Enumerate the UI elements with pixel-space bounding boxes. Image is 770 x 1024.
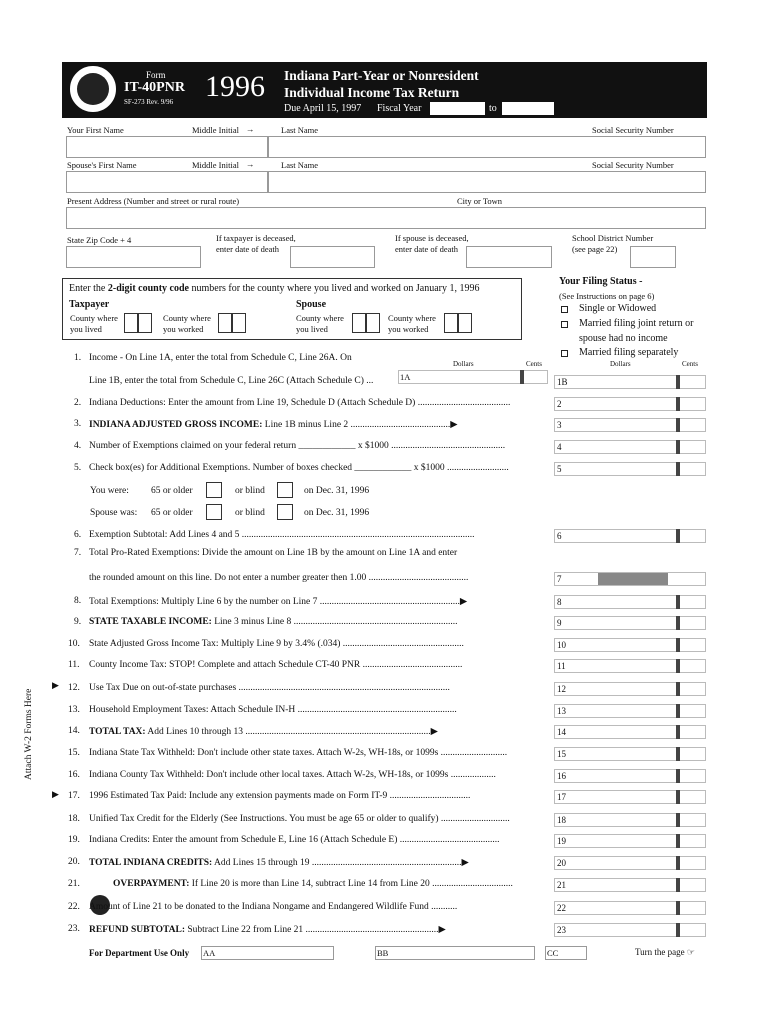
tax-year: 1996 xyxy=(205,70,265,103)
dept-use-label: For Department Use Only xyxy=(89,948,190,958)
line-3-box-number: 3 xyxy=(554,418,568,432)
line-14-box-number: 14 xyxy=(554,725,568,739)
spouse-death-date-input[interactable] xyxy=(466,246,552,268)
line-21-number: 21. xyxy=(68,879,80,889)
taxpayer-county-worked-digit1[interactable] xyxy=(218,313,232,333)
cents-divider xyxy=(676,813,680,827)
cents-divider xyxy=(676,704,680,718)
spouse-ssn-label: Social Security Number xyxy=(592,160,674,170)
arrow-down-icon: → xyxy=(246,159,255,169)
cents-divider xyxy=(676,769,680,783)
spouse-last-name-label: Last Name xyxy=(281,160,319,170)
line-6-text: Exemption Subtotal: Add Lines 4 and 5 .................................................................................................. xyxy=(89,530,475,540)
line-10-number: 10. xyxy=(68,639,80,649)
you-blind-checkbox[interactable] xyxy=(277,482,293,498)
spouse-county-worked-digit2[interactable] xyxy=(458,313,472,333)
cents-divider xyxy=(676,834,680,848)
spouse-county-worked-digit1[interactable] xyxy=(444,313,458,333)
line-12-box-number: 12 xyxy=(554,682,568,696)
line-16-amount-input[interactable] xyxy=(568,769,706,783)
line-11-amount-input[interactable] xyxy=(568,659,706,673)
line-19-box-number: 19 xyxy=(554,834,568,848)
line-12-amount-input[interactable] xyxy=(568,682,706,696)
joint-label-cont: spouse had no income xyxy=(579,333,668,344)
line-8-number: 8. xyxy=(74,596,82,606)
line-21-text: OVERPAYMENT: If Line 20 is more than Line 14, subtract Line 14 from Line 20 .................................. xyxy=(113,879,513,889)
cents-header: Cents xyxy=(682,360,698,368)
line-3-amount-input[interactable] xyxy=(568,418,706,432)
line-3-text: INDIANA ADJUSTED GROSS INCOME: Line 1B minus Line 2 ..........................................▶ xyxy=(89,420,458,430)
line-1-text: Income - On Line 1A, enter the total from Schedule C, Line 26A. On xyxy=(89,353,352,363)
line-17-text: 1996 Estimated Tax Paid: Include any extension payments made on Form IT-9 .................................. xyxy=(89,791,471,801)
line-21-amount-input[interactable] xyxy=(568,878,706,892)
arrow-right-icon: ▶ xyxy=(52,789,59,799)
cents-divider xyxy=(676,418,680,432)
dept-bb-field xyxy=(375,946,535,960)
taxpayer-county-lived-digit1[interactable] xyxy=(124,313,138,333)
line-5-text: Check box(es) for Additional Exemptions. Number of boxes checked ____________ x $1000 .......................... xyxy=(89,463,509,473)
line-7-number: 7. xyxy=(74,548,82,558)
form-revision: SF-273 Rev. 9/96 xyxy=(124,98,174,106)
line-9-text: STATE TAXABLE INCOME: Line 3 minus Line 8 ..................................................................... xyxy=(89,617,458,627)
line-12-text: Use Tax Due on out-of-state purchases ......................................................................................... xyxy=(89,683,450,693)
you-were-label: You were: xyxy=(90,486,129,496)
first-name-label: Your First Name xyxy=(67,125,124,135)
fiscal-year-end-input[interactable] xyxy=(502,102,554,115)
last-name-input[interactable] xyxy=(268,136,706,158)
line-7-amount-input[interactable] xyxy=(568,572,706,586)
separate-checkbox[interactable] xyxy=(561,350,568,357)
taxpayer-county-worked-digit2[interactable] xyxy=(232,313,246,333)
separate-label: Married filing separately xyxy=(579,347,679,358)
cents-divider xyxy=(676,923,680,937)
taxpayer-heading: Taxpayer xyxy=(69,299,110,310)
line-10-amount-input[interactable] xyxy=(568,638,706,652)
cents-divider xyxy=(676,397,680,411)
line-5-number: 5. xyxy=(74,463,82,473)
line-16-text: Indiana County Tax Withheld: Don't include other local taxes. Attach W-2s, WH-18s, or 1099s ................... xyxy=(89,770,496,780)
line-8-text: Total Exemptions: Multiply Line 6 by the number on Line 7 ...........................................................▶ xyxy=(89,597,468,607)
line-18-text: Unified Tax Credit for the Elderly (See Instructions. You must be age 65 or older to qualify) ............................. xyxy=(89,814,510,824)
line-4-amount-input[interactable] xyxy=(568,440,706,454)
line-7-box-number: 7 xyxy=(554,572,568,586)
line-11-number: 11. xyxy=(68,660,80,670)
line-6-number: 6. xyxy=(74,530,82,540)
line-9-number: 9. xyxy=(74,617,82,627)
line-1b-text: Line 1B, enter the total from Schedule C, Line 26C (Attach Schedule C) ... xyxy=(89,376,374,386)
arrow-down-icon: → xyxy=(246,124,255,134)
you-older-label: 65 or older xyxy=(151,486,193,496)
line-18-number: 18. xyxy=(68,814,80,824)
city-label: City or Town xyxy=(457,196,503,206)
filing-status-instructions: (See Instructions on page 6) xyxy=(559,291,655,301)
ssn-label: Social Security Number xyxy=(592,125,674,135)
line-15-box-number: 15 xyxy=(554,747,568,761)
dollars-header: Dollars xyxy=(610,360,631,368)
fiscal-year-label: Fiscal Year xyxy=(377,103,422,114)
line-17-number: 17. xyxy=(68,791,80,801)
taxpayer-death-label: If taxpayer is deceased, enter date of death xyxy=(216,233,296,254)
line-23-number: 23. xyxy=(68,924,80,934)
line-22-number: 22. xyxy=(68,902,80,912)
first-name-input[interactable] xyxy=(66,136,268,158)
line-2-amount-input[interactable] xyxy=(568,397,706,411)
spouse-county-worked-label: County where you worked xyxy=(388,313,436,334)
line-4-box-number: 4 xyxy=(554,440,568,454)
line-13-box-number: 13 xyxy=(554,704,568,718)
spouse-death-label: If spouse is deceased, enter date of death xyxy=(395,233,469,254)
line-15-text: Indiana State Tax Withheld: Don't include other state taxes. Attach W-2s, WH-18s, or 1099s ............................ xyxy=(89,748,508,758)
spouse-heading: Spouse xyxy=(296,299,327,310)
line-6-amount-input[interactable] xyxy=(568,529,706,543)
line-1a-box-label: 1A xyxy=(400,372,411,382)
line-1a-input[interactable] xyxy=(398,370,548,384)
line-20-amount-input[interactable] xyxy=(568,856,706,870)
school-district-input[interactable] xyxy=(630,246,676,268)
spouse-first-name-input[interactable] xyxy=(66,171,268,193)
joint-checkbox[interactable] xyxy=(561,321,568,328)
cents-divider xyxy=(676,595,680,609)
cents-divider xyxy=(676,462,680,476)
line-2-text: Indiana Deductions: Enter the amount from Line 19, Schedule D (Attach Schedule D) ....................................... xyxy=(89,398,511,408)
line-19-text: Indiana Credits: Enter the amount from Schedule E, Line 16 (Attach Schedule E) .......................................... xyxy=(89,835,500,845)
form-code: IT-40PNR xyxy=(124,80,185,95)
taxpayer-death-date-input[interactable] xyxy=(290,246,375,268)
line-1B-box-number: 1B xyxy=(554,375,568,389)
form-header xyxy=(62,62,707,118)
line-6-box-number: 6 xyxy=(554,529,568,543)
form-label: Form xyxy=(146,70,166,80)
last-name-label: Last Name xyxy=(281,125,319,135)
line-13-number: 13. xyxy=(68,705,80,715)
line-14-text: TOTAL TAX: Add Lines 10 through 13 ..............................................................................▶ xyxy=(89,727,438,737)
line-23-amount-input[interactable] xyxy=(568,923,706,937)
line-4-text: Number of Exemptions claimed on your federal return ____________ x $1000 ................................................ xyxy=(89,441,506,451)
state-zip-input[interactable] xyxy=(66,246,201,268)
line-4-number: 4. xyxy=(74,441,82,451)
line-10-box-number: 10 xyxy=(554,638,568,652)
cents-divider xyxy=(676,638,680,652)
line-1-number: 1. xyxy=(74,353,82,363)
line-1B-amount-input[interactable] xyxy=(568,375,706,389)
line-5-box-number: 5 xyxy=(554,462,568,476)
cents-divider xyxy=(676,901,680,915)
form-title-line2: Individual Income Tax Return xyxy=(284,85,460,100)
spouse-older-label: 65 or older xyxy=(151,508,193,518)
cents-divider xyxy=(676,616,680,630)
line-7-text: the rounded amount on this line. Do not enter a number greater then 1.00 .......................................... xyxy=(89,573,469,583)
cents-divider xyxy=(676,440,680,454)
dept-bb-label: BB xyxy=(377,948,389,958)
line-17-amount-input[interactable] xyxy=(568,790,706,804)
line-14-number: 14. xyxy=(68,726,80,736)
spouse-county-lived-label: County where you lived xyxy=(296,313,344,334)
attach-w2-note: Attach W-2 Forms Here xyxy=(24,688,34,780)
line-1a-cents-divider xyxy=(520,370,524,384)
county-prompt: Enter the 2-digit county code numbers for the county where you lived and worked on January 1, 1996 xyxy=(69,283,480,294)
address-input[interactable] xyxy=(66,207,706,229)
cents-divider xyxy=(676,878,680,892)
cents-header-1a: Cents xyxy=(526,360,542,368)
line-9-box-number: 9 xyxy=(554,616,568,630)
taxpayer-county-lived-label: County where you lived xyxy=(70,313,118,334)
spouse-county-lived-digit1[interactable] xyxy=(352,313,366,333)
filing-status-title: Your Filing Status - xyxy=(559,276,643,287)
fiscal-year-to-label: to xyxy=(489,103,497,114)
spouse-county-lived-digit2[interactable] xyxy=(366,313,380,333)
taxpayer-county-worked-label: County where you worked xyxy=(163,313,211,334)
line-2-box-number: 2 xyxy=(554,397,568,411)
dept-cc-label: CC xyxy=(547,948,559,958)
cents-divider xyxy=(676,747,680,761)
line-21-box-number: 21 xyxy=(554,878,568,892)
spouse-last-name-input[interactable] xyxy=(268,171,706,193)
you-date-label: on Dec. 31, 1996 xyxy=(304,486,370,496)
spouse-blind-label: or blind xyxy=(235,508,265,518)
cents-divider xyxy=(676,375,680,389)
line-9-amount-input[interactable] xyxy=(568,616,706,630)
school-district-label: School District Number (see page 22) xyxy=(572,233,654,254)
line-20-box-number: 20 xyxy=(554,856,568,870)
state-zip-label: State Zip Code + 4 xyxy=(67,235,132,245)
cents-divider xyxy=(676,529,680,543)
line-23-text: REFUND SUBTOTAL: Subtract Line 22 from Line 21 ........................................................▶ xyxy=(89,925,446,935)
due-date: Due April 15, 1997 xyxy=(284,103,362,114)
spouse-blind-checkbox[interactable] xyxy=(277,504,293,520)
line-22-text: Amount of Line 21 to be donated to the Indiana Nongame and Endangered Wildlife Fund ........... xyxy=(89,902,458,912)
form-title-line1: Indiana Part-Year or Nonresident xyxy=(284,68,479,83)
you-65-checkbox[interactable] xyxy=(206,482,222,498)
line-12-number: 12. xyxy=(68,683,80,693)
line-10-text: State Adjusted Gross Income Tax: Multiply Line 9 by 3.4% (.034) ................................................... xyxy=(89,639,464,649)
state-seal-icon xyxy=(70,66,116,112)
fiscal-year-start-input[interactable] xyxy=(430,102,485,115)
line-15-number: 15. xyxy=(68,748,80,758)
line-19-amount-input[interactable] xyxy=(568,834,706,848)
line-8-box-number: 8 xyxy=(554,595,568,609)
taxpayer-county-lived-digit2[interactable] xyxy=(138,313,152,333)
cents-divider xyxy=(676,659,680,673)
line-11-box-number: 11 xyxy=(554,659,568,673)
line-16-box-number: 16 xyxy=(554,769,568,783)
line-8-amount-input[interactable] xyxy=(568,595,706,609)
turn-page-label: Turn the page ☞ xyxy=(635,947,695,957)
line-16-number: 16. xyxy=(68,770,80,780)
spouse-65-checkbox[interactable] xyxy=(206,504,222,520)
joint-label: Married filing joint return or xyxy=(579,318,694,329)
line-13-text: Household Employment Taxes: Attach Schedule IN-H ................................................................... xyxy=(89,705,457,715)
dept-aa-label: AA xyxy=(203,948,216,958)
line-20-number: 20. xyxy=(68,857,80,867)
line-22-amount-input[interactable] xyxy=(568,901,706,915)
spouse-was-label: Spouse was: xyxy=(90,508,138,518)
line-7-text: Total Pro-Rated Exemptions: Divide the amount on Line 1B by the amount on Line 1A and enter xyxy=(89,548,458,558)
line-2-number: 2. xyxy=(74,398,82,408)
line-3-number: 3. xyxy=(74,419,82,429)
cents-divider xyxy=(676,682,680,696)
spouse-middle-initial-label: Middle Initial xyxy=(192,160,239,170)
arrow-right-icon: ▶ xyxy=(52,680,59,690)
line-11-text: County Income Tax: STOP! Complete and attach Schedule CT-40 PNR .......................................... xyxy=(89,660,463,670)
line-17-box-number: 17 xyxy=(554,790,568,804)
dept-aa-field xyxy=(201,946,334,960)
line-13-amount-input[interactable] xyxy=(568,704,706,718)
cents-divider xyxy=(676,856,680,870)
line-5-amount-input[interactable] xyxy=(568,462,706,476)
line-19-number: 19. xyxy=(68,835,80,845)
line-18-amount-input[interactable] xyxy=(568,813,706,827)
middle-initial-label: Middle Initial xyxy=(192,125,239,135)
spouse-date-label: on Dec. 31, 1996 xyxy=(304,508,370,518)
dollars-header-1a: Dollars xyxy=(453,360,474,368)
line-23-box-number: 23 xyxy=(554,923,568,937)
single-checkbox[interactable] xyxy=(561,306,568,313)
spouse-first-name-label: Spouse's First Name xyxy=(67,160,137,170)
line-14-amount-input[interactable] xyxy=(568,725,706,739)
you-blind-label: or blind xyxy=(235,486,265,496)
address-label: Present Address (Number and street or rural route) xyxy=(67,196,240,206)
cents-divider xyxy=(676,725,680,739)
line-22-box-number: 22 xyxy=(554,901,568,915)
line-18-box-number: 18 xyxy=(554,813,568,827)
line-15-amount-input[interactable] xyxy=(568,747,706,761)
cents-divider xyxy=(676,790,680,804)
line-20-text: TOTAL INDIANA CREDITS: Add Lines 15 through 19 ...............................................................▶ xyxy=(89,858,469,868)
single-label: Single or Widowed xyxy=(579,303,657,314)
